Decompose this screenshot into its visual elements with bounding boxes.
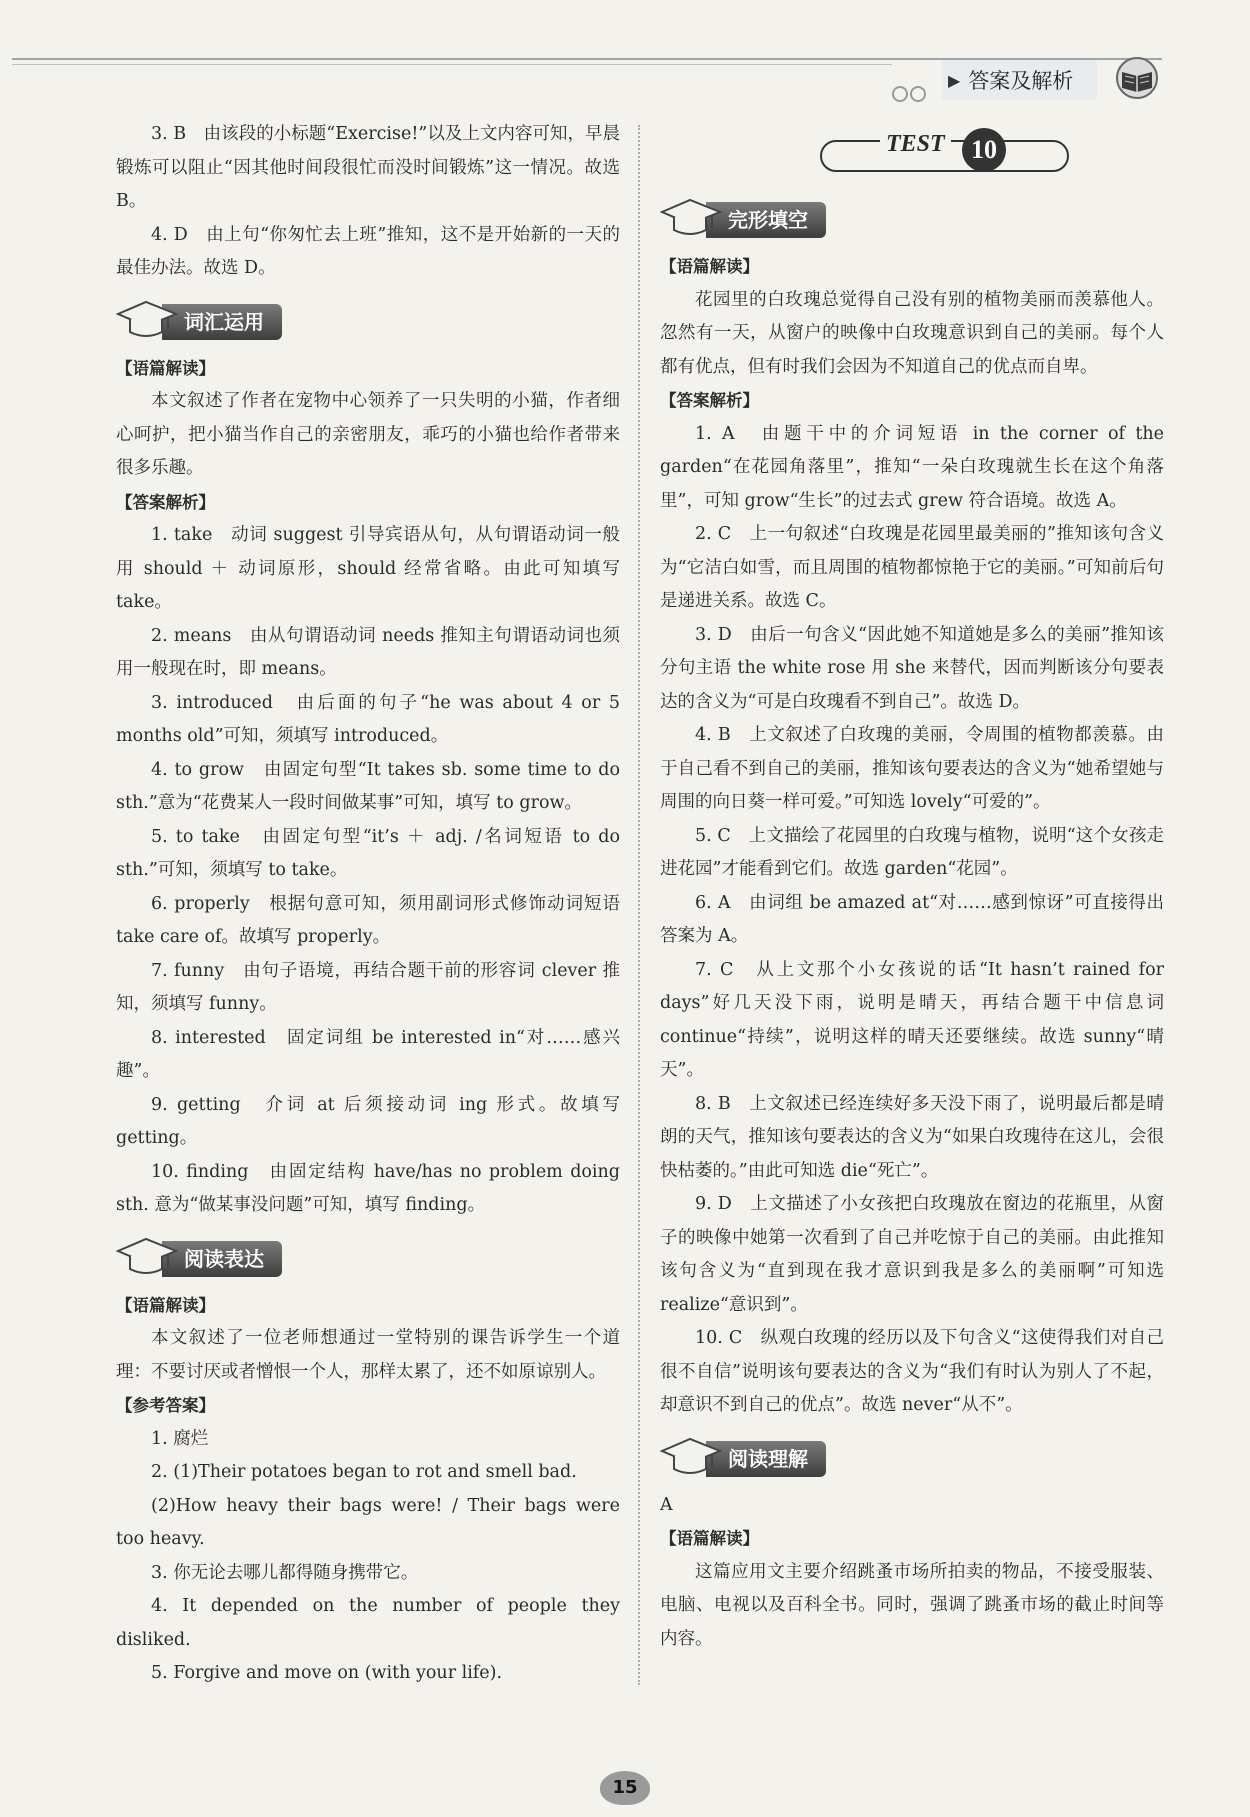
- answer-item: 3. introduced 由后面的句子“he was about 4 or 5 months old”可知，须填写 introduced。: [116, 692, 620, 746]
- test-banner: [660, 118, 1164, 184]
- graduation-cap-icon: [660, 194, 722, 240]
- summary-paragraph: 本文叙述了一位老师想通过一堂特别的课告诉学生一个道理：不要讨厌或者憎恨一个人，那样太累了，还不如原谅别人。: [116, 1328, 620, 1382]
- answer-item: 3. D 由后一句含义“因此她不知道她是多么的美丽”推知该分句主语 the white rose 用 she 来替代，因而判断该分句要表达的含义为“可是白玫瑰看不到自己”。故选 D。: [660, 624, 1164, 712]
- tag-text-analysis: 【语篇解读】: [660, 1529, 759, 1548]
- answer-item: 9. D 上文描述了小女孩把白玫瑰放在窗边的花瓶里，从窗子的映像中她第一次看到了自己并吃惊于自己的美丽。由此推知该句含义为“直到现在我才意识到我是多么的美丽啊”可知选 realize“意识到”。: [660, 1194, 1164, 1315]
- section-header-reading-expression: [116, 1231, 620, 1283]
- answer-item: 5. Forgive and move on (with your life).: [151, 1663, 503, 1683]
- answer-item: 7. C 从上文那个小女孩说的话“It hasn’t rained for days”好几天没下雨，说明是晴天，再结合题干中信息词 continue“持续”，说明这样的晴天还要继续。故选 sunny“晴天”。: [660, 959, 1164, 1080]
- section-header-cloze: [660, 192, 1164, 244]
- section-title: 阅读表达: [162, 1241, 282, 1277]
- play-arrow-icon: ▶: [948, 70, 961, 90]
- right-column: [660, 118, 1164, 1656]
- answer-item: (2)How heavy their bags were! / Their bags were too heavy.: [116, 1495, 620, 1549]
- header-title: 答案及解析: [968, 69, 1074, 93]
- section-header-vocabulary: [116, 294, 620, 346]
- column-divider: [638, 125, 640, 1685]
- summary-paragraph: 花园里的白玫瑰总觉得自己没有别的植物美丽而羡慕他人。忽然有一天，从窗户的映像中白玫瑰意识到自己的美丽。每个人都有优点，但有时我们会因为不知道自己的优点而自卑。: [660, 289, 1164, 377]
- answer-item: 2. (1)Their potatoes began to rot and smell bad.: [151, 1462, 577, 1482]
- tag-text-analysis: 【语篇解读】: [660, 257, 759, 276]
- graduation-cap-icon: [660, 1433, 722, 1479]
- book-icon: [1112, 56, 1162, 100]
- answer-item: 10. C 纵观白玫瑰的经历以及下句含义“这使得我们对自己很不自信”说明该句要表达的含义为“我们有时认为别人了不起，却意识不到自己的优点”。故选 never“从不”。: [660, 1328, 1164, 1415]
- header-rule-thin: [12, 64, 892, 65]
- answer-item: 4. to grow 由固定句型“It takes sb. some time to do sth.”意为“花费某人一段时间做某事”可知，填写 to grow。: [116, 759, 620, 813]
- answer-item: 4. B 上文叙述了白玫瑰的美丽，令周围的植物都羡慕。由于自己看不到自己的美丽，推知该句要表达的含义为“她希望她与周围的向日葵一样可爱。”可知选 lovely“可爱的”。: [660, 725, 1164, 812]
- section-title: 词汇运用: [162, 304, 282, 340]
- answer-item: 5. C 上文描绘了花园里的白玫瑰与植物，说明“这个女孩走进花园”才能看到它们。故选 garden“花园”。: [660, 825, 1164, 879]
- answer-item: 2. C 上一句叙述“白玫瑰是花园里最美丽的”推知该句含义为“它洁白如雪，而且周围的植物都惊艳于它的美丽。”可知前后句是递进关系。故选 C。: [660, 524, 1164, 611]
- section-header-reading-comprehension: [660, 1431, 1164, 1483]
- answer-item: 6. A 由词组 be amazed at“对……感到惊讶”可直接得出答案为 A。: [660, 892, 1164, 946]
- header-circles-decoration: [892, 86, 928, 106]
- answer-item: 6. properly 根据句意可知，须用副词形式修饰动词短语 take care of。故填写 properly。: [116, 893, 620, 947]
- answer-item: 9. getting 介词 at 后须接动词 ing 形式。故填写 getting。: [116, 1094, 620, 1148]
- summary-paragraph: 本文叙述了作者在宠物中心领养了一只失明的小猫，作者细心呵护，把小猫当作自己的亲密朋友，乖巧的小猫也给作者带来很多乐趣。: [116, 391, 620, 478]
- section-title: 完形填空: [706, 202, 826, 238]
- left-column: [116, 118, 620, 1691]
- tag-answer-analysis: 【答案解析】: [116, 492, 215, 512]
- answer-item: 5. to take 由固定句型“it’s ＋ adj. /名词短语 to do sth.”可知，须填写 to take。: [116, 826, 620, 880]
- header-tab: [942, 60, 1097, 100]
- graduation-cap-icon: [116, 1233, 178, 1279]
- answer-item: 10. finding 由固定结构 have/has no problem doing sth. 意为“做某事没问题”可知，填写 finding。: [116, 1161, 620, 1215]
- answer-item: 7. funny 由句子语境，再结合题干前的形容词 clever 推知，须填写 funny。: [116, 960, 620, 1014]
- answer-item: 8. B 上文叙述已经连续好多天没下雨了，说明最后都是晴朗的天气，推知该句要表达的含义为“如果白玫瑰待在这儿，会很快枯萎的。”由此可知选 die“死亡”。: [660, 1093, 1164, 1181]
- page-number: 15: [600, 1771, 650, 1805]
- part-label: A: [660, 1494, 673, 1515]
- answer-item: 8. interested 固定词组 be interested in“对……感兴趣”。: [116, 1027, 620, 1081]
- answer-paragraph: 3. B 由该段的小标题“Exercise!”以及上文内容可知，早晨锻炼可以阻止“因其他时间段很忙而没时间锻炼”这一情况。故选 B。: [116, 124, 620, 211]
- graduation-cap-icon: [116, 296, 178, 342]
- test-number-badge: 10: [962, 128, 1006, 172]
- summary-paragraph: 这篇应用文主要介绍跳蚤市场所拍卖的物品，不接受服装、电脑、电视以及百科全书。同时，强调了跳蚤市场的截止时间等内容。: [660, 1561, 1164, 1649]
- answer-item: 3. 你无论去哪儿都得随身携带它。: [151, 1562, 419, 1583]
- test-label: TEST: [880, 128, 951, 162]
- tag-answer-analysis: 【答案解析】: [660, 391, 759, 410]
- answer-item: 1. take 动词 suggest 引导宾语从句，从句谓语动词一般用 should ＋ 动词原形，should 经常省略。由此可知填写 take。: [116, 525, 620, 612]
- tag-text-analysis: 【语篇解读】: [116, 358, 215, 378]
- section-title: 阅读理解: [706, 1441, 826, 1477]
- tag-reference-answer: 【参考答案】: [116, 1396, 215, 1415]
- answer-item: 1. 腐烂: [151, 1428, 209, 1449]
- tag-text-analysis: 【语篇解读】: [116, 1295, 215, 1315]
- answer-item: 2. means 由从句谓语动词 needs 推知主句谓语动词也须用一般现在时，即 means。: [116, 625, 620, 679]
- answer-item: 1. A 由题干中的介词短语 in the corner of the garden“在花园角落里”，推知“一朵白玫瑰就生长在这个角落里”，可知 grow“生长”的过去式 grew 符合语境。故选 A。: [660, 423, 1164, 511]
- answer-paragraph: 4. D 由上句“你匆忙去上班”推知，这不是开始新的一天的最佳办法。故选 D。: [116, 224, 620, 278]
- answer-item: 4. It depended on the number of people they disliked.: [116, 1596, 620, 1650]
